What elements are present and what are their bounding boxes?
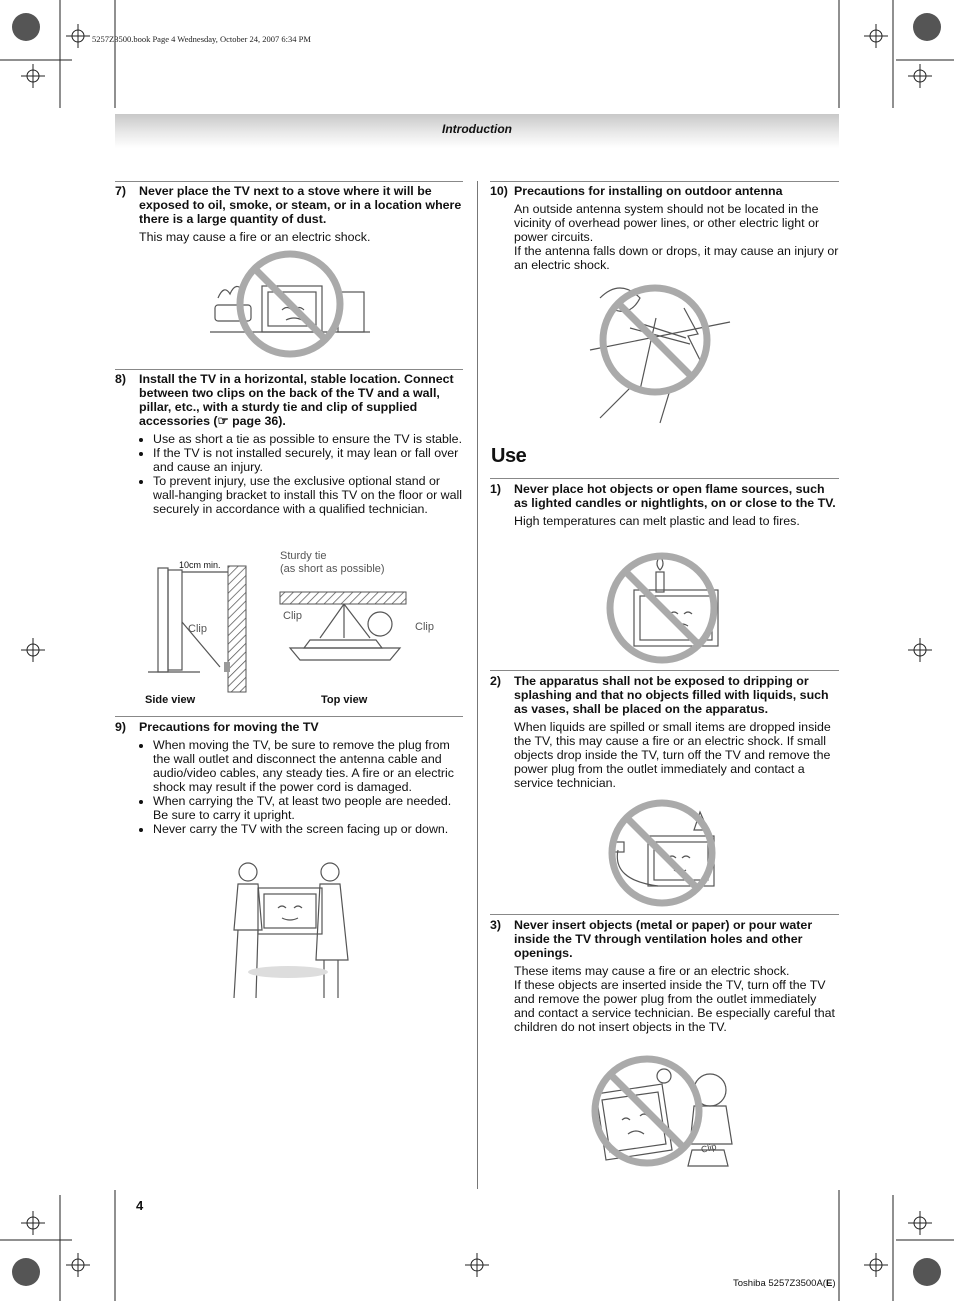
item-9 — [115, 720, 465, 836]
clip-label: Clip — [188, 623, 207, 635]
rule — [115, 181, 463, 182]
item-number: 2) — [490, 674, 502, 688]
item-text: If the antenna falls down or drops, it may cause an injury or an electric shock. — [514, 244, 839, 272]
item-text: An outside antenna system should not be located in the vicinity of overhead power lines, or other electric light or power circuits. — [514, 202, 820, 244]
item-number: 7) — [115, 184, 127, 198]
rule — [115, 716, 463, 717]
carrying-tv-illustration — [212, 860, 362, 1005]
as-short-text: (as short as possible) — [280, 563, 385, 575]
rule — [490, 914, 839, 915]
item-heading: The apparatus shall not be exposed to dripping or splashing and that no objects filled with liquids, such as vases, shall be placed on the apparatus. — [514, 674, 829, 716]
use-item-1 — [490, 482, 840, 528]
item-text: This may cause a fire or an electric shock. — [139, 230, 371, 244]
list-item: • When moving the TV, be sure to remove the plug from the wall outlet and disconnect the antenna cable and audio/video cables, any steady ties. A fire or an electric shock may result if the power cord is damaged. — [153, 738, 465, 794]
clip-label-right: Clip — [415, 621, 434, 633]
item-7 — [115, 184, 465, 244]
side-view-caption: Side view — [145, 694, 196, 706]
page-number: 4 — [136, 1198, 144, 1213]
item-heading: Never place hot objects or open flame sources, such as lighted candles or nightlights, on or close to the TV. — [514, 482, 836, 510]
item-text: When liquids are spilled or small items are dropped inside the TV, this may cause a fire or an electric shock. If small objects drop inside the TV, turn off the TV and remove the power plug from the outlet immediately and contact a service technician. — [514, 720, 831, 790]
list-item: • If the TV is not installed securely, it may lean or fall over and cause an injury. — [153, 446, 465, 474]
item-heading: Precautions for installing on outdoor antenna — [514, 184, 783, 198]
use-item-3 — [490, 918, 840, 1034]
list-item: • To prevent injury, use the exclusive optional stand or wall-hanging bracket to install this TV on the floor or wall securely in accordance with a qualified technician. — [153, 474, 465, 516]
bullet-list — [139, 432, 465, 516]
item-heading: Install the TV in a horizontal, stable location. Connect between two clips on the back of the TV and a wall, pillar, etc., with a sturdy tie and clip of supplied accessories (☞ page 36). — [139, 372, 454, 428]
item-number: 9) — [115, 720, 127, 734]
section-title: Introduction — [442, 122, 512, 136]
item-number: 10) — [490, 184, 508, 198]
footer-model — [733, 1278, 835, 1289]
list-item: • When carrying the TV, at least two people are needed. Be sure to carry it upright. — [153, 794, 465, 822]
bullet-list — [139, 738, 465, 836]
item-heading: Precautions for moving the TV — [139, 720, 319, 734]
vase-warning-illustration — [604, 800, 724, 910]
item-heading: Never insert objects (metal or paper) or pour water inside the TV through ventilation holes and other openings. — [514, 918, 813, 960]
item-number: 8) — [115, 372, 127, 386]
distance-label: 10cm min. — [179, 560, 221, 570]
candle-warning-illustration — [604, 552, 724, 667]
use-section-title: Use — [491, 445, 527, 467]
antenna-warning-illustration — [590, 278, 740, 428]
rule — [115, 369, 463, 370]
clip-label-left: Clip — [283, 610, 302, 622]
footer-suffix: ) — [832, 1278, 836, 1289]
stove-warning-illustration — [210, 250, 370, 360]
item-text: If these objects are inserted inside the TV, turn off the TV and remove the power plug from the outlet immediately and contact a service technician. Be especially careful that children do not insert objects in the TV. — [514, 978, 835, 1034]
print-meta: 5257Z3500.book Page 4 Wednesday, October 24, 2007 6:34 PM — [92, 34, 311, 44]
sturdy-tie-label — [280, 550, 385, 576]
use-item-2 — [490, 674, 840, 790]
sturdy-tie-text: Sturdy tie — [280, 550, 327, 562]
item-text: These items may cause a fire or an electric shock. — [514, 964, 790, 978]
item-10 — [490, 184, 840, 272]
top-view-diagram — [280, 588, 410, 668]
column-divider — [477, 181, 478, 1189]
top-view-caption: Top view — [321, 694, 368, 706]
footer-prefix: Toshiba 5257Z3500A( — [733, 1278, 826, 1289]
footer-bold: E — [825, 1278, 833, 1289]
list-item: • Use as short a tie as possible to ensure the TV is stable. — [153, 432, 465, 446]
item-text: High temperatures can melt plastic and lead to fires. — [514, 514, 800, 528]
rule — [490, 181, 839, 182]
clip-box-label: Clip — [699, 1141, 718, 1155]
item-number: 1) — [490, 482, 502, 496]
item-heading: Never place the TV next to a stove where it will be exposed to oil, smoke, or steam, or in a location where there is a large quantity of dust. — [139, 184, 462, 226]
rule — [490, 670, 839, 671]
item-number: 3) — [490, 918, 502, 932]
child-warning-illustration — [592, 1054, 752, 1169]
rule — [490, 478, 839, 479]
item-8 — [115, 372, 465, 516]
list-item: • Never carry the TV with the screen facing up or down. — [153, 822, 465, 836]
